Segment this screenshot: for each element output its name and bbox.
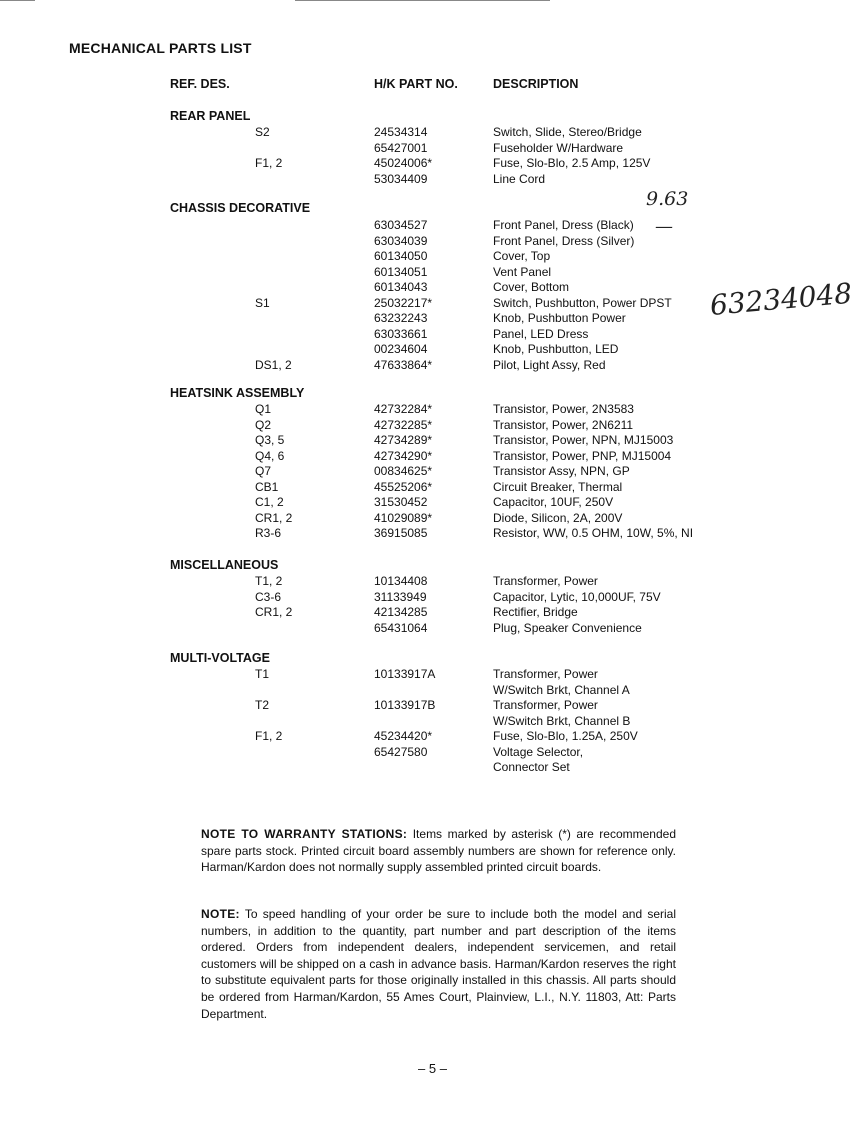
part-number: 65427580 (374, 744, 428, 759)
part-description: Transistor, Power, NPN, MJ15003 (493, 433, 674, 447)
section-heading: REAR PANEL (170, 109, 251, 123)
part-number: 65427001 (374, 140, 428, 155)
part-number: 42734290* (374, 448, 433, 463)
part-number: 42734289* (374, 433, 433, 447)
part-description: Transistor, Power, 2N3583 (493, 402, 634, 416)
part-description: Knob, Pushbutton, LED (493, 342, 619, 356)
part-number: 60134051 (374, 264, 428, 279)
handwritten-dash: — (655, 216, 673, 237)
page-number: – 5 – (418, 1061, 447, 1076)
part-number: 10133917A (374, 667, 436, 681)
part-number: 60134050 (374, 249, 428, 263)
part-number: 63034039 (374, 233, 428, 248)
parts-row (0, 233, 865, 249)
parts-row (0, 171, 865, 187)
parts-row (0, 155, 865, 171)
top-edge-line (295, 0, 550, 1)
warranty-note-text: Items marked by asterisk (*) are recommended spare parts stock. Printed circuit board assembly numbers are shown for reference only. Harman/Kardon does not normally supply assembled printed circuit boards. (201, 827, 677, 875)
part-number: 10133917B (374, 698, 436, 712)
ref-designator: Q3, 5 (255, 433, 285, 447)
parts-row (0, 573, 865, 589)
parts-row (0, 697, 865, 713)
parts-row (0, 589, 865, 605)
ref-designator: F1, 2 (255, 729, 283, 743)
part-number: 45234420* (374, 729, 433, 743)
ref-designator: T2 (255, 698, 270, 712)
section-heading: MISCELLANEOUS (170, 558, 279, 572)
parts-row (0, 510, 865, 526)
order-note-label: NOTE: (201, 907, 240, 921)
part-description: Plug, Speaker Convenience (493, 620, 642, 635)
part-number: 45024006* (374, 156, 433, 170)
ref-designator: CR1, 2 (255, 510, 293, 525)
ref-designator: C1, 2 (255, 495, 284, 509)
top-edge-line (0, 0, 35, 1)
ref-designator: T1 (255, 667, 270, 681)
part-description: Resistor, WW, 0.5 OHM, 10W, 5%, NI (493, 526, 694, 540)
parts-row (0, 620, 865, 636)
part-number: 00834625* (374, 464, 433, 478)
part-description: Transformer, Power (493, 574, 598, 588)
parts-row (0, 666, 865, 682)
part-number: 60134043 (374, 280, 428, 294)
parts-row (0, 401, 865, 417)
ref-designator: CR1, 2 (255, 605, 293, 619)
part-description: Transistor Assy, NPN, GP (493, 464, 630, 478)
parts-row (0, 604, 865, 620)
part-number: 10134408 (374, 574, 428, 588)
parts-row (0, 713, 865, 729)
column-header-desc: DESCRIPTION (493, 77, 579, 91)
parts-row (0, 525, 865, 541)
part-description: Cover, Top (493, 249, 551, 263)
part-description: Capacitor, 10UF, 250V (493, 495, 614, 509)
warranty-note (201, 826, 676, 876)
parts-row (0, 326, 865, 342)
part-description: Line Cord (493, 171, 546, 186)
part-number: 63232243 (374, 311, 428, 325)
column-header-ref: REF. DES. (170, 77, 230, 91)
parts-row (0, 124, 865, 140)
part-number: 36915085 (374, 526, 428, 540)
ref-designator: S2 (255, 125, 270, 139)
parts-row (0, 448, 865, 464)
order-note (201, 906, 676, 1022)
parts-row (0, 479, 865, 495)
part-description: Transformer, Power (493, 698, 598, 712)
parts-row (0, 682, 865, 698)
part-description: Diode, Silicon, 2A, 200V (493, 510, 623, 525)
part-number: 00234604 (374, 342, 428, 356)
ref-designator: F1, 2 (255, 156, 283, 170)
part-description: Panel, LED Dress (493, 326, 589, 341)
part-description: Fuse, Slo-Blo, 2.5 Amp, 125V (493, 156, 651, 170)
part-description: Switch, Slide, Stereo/Bridge (493, 125, 642, 139)
ref-designator: R3-6 (255, 526, 282, 540)
part-number: 53034409 (374, 171, 428, 186)
part-number: 31133949 (374, 589, 427, 604)
part-description: Transistor, Power, 2N6211 (493, 417, 634, 432)
part-description: Transistor, Power, PNP, MJ15004 (493, 448, 672, 463)
part-description: W/Switch Brkt, Channel A (493, 682, 630, 697)
ref-designator: C3-6 (255, 589, 282, 604)
part-description: W/Switch Brkt, Channel B (493, 713, 631, 728)
parts-row (0, 248, 865, 264)
part-description: Connector Set (493, 760, 570, 774)
parts-row (0, 357, 865, 373)
ref-designator: S1 (255, 295, 270, 310)
part-description: Transformer, Power (493, 667, 598, 681)
order-note-text: To speed handling of your order be sure to include both the model and serial numbers, in addition to the quantity, part number and part description of the items ordered. Orders from independent dealers, independent servicemen, and retail customers will be shipped on a cash in advance basis. Harman/Kardon reserves the right to substitute equivalent parts for those originally installed in this chassis. All parts should be ordered from Harman/Kardon, 55 Ames Court, Plainview, L.I., N.Y. 11803, Att: Parts Department. (201, 907, 676, 1021)
part-number: 65431064 (374, 620, 428, 635)
part-number: 31530452 (374, 495, 428, 509)
ref-designator: Q4, 6 (255, 448, 285, 463)
part-description: Pilot, Light Assy, Red (493, 357, 606, 372)
part-number: 41029089* (374, 510, 433, 525)
part-description: Cover, Bottom (493, 280, 570, 294)
part-description: Capacitor, Lytic, 10,000UF, 75V (493, 589, 661, 604)
section-heading: HEATSINK ASSEMBLY (170, 386, 305, 400)
parts-row (0, 417, 865, 433)
ref-designator: Q2 (255, 417, 272, 432)
part-description: Circuit Breaker, Thermal (493, 479, 623, 494)
parts-row (0, 140, 865, 156)
ref-designator: Q7 (255, 464, 272, 478)
part-description: Knob, Pushbutton Power (493, 311, 626, 325)
parts-row (0, 494, 865, 510)
part-number: 25032217* (374, 295, 433, 310)
parts-row (0, 744, 865, 760)
handwritten-part-number-note: 63234048 (708, 276, 854, 322)
parts-row (0, 463, 865, 479)
part-description: Front Panel, Dress (Black) (493, 218, 634, 232)
part-number: 42732284* (374, 402, 433, 416)
parts-row (0, 217, 865, 233)
parts-row (0, 264, 865, 280)
part-description: Fuse, Slo-Blo, 1.25A, 250V (493, 729, 638, 743)
warranty-note-label: NOTE TO WARRANTY STATIONS: (201, 827, 408, 841)
column-header-part: H/K PART NO. (374, 77, 458, 91)
part-description: Fuseholder W/Hardware (493, 140, 624, 155)
ref-designator: DS1, 2 (255, 357, 292, 372)
part-description: Voltage Selector, (493, 744, 584, 759)
section-heading: MULTI-VOLTAGE (170, 651, 270, 665)
part-description: Front Panel, Dress (Silver) (493, 233, 635, 248)
handwritten-price-note: 9.63 (646, 188, 689, 210)
part-number: 63033661 (374, 326, 428, 341)
page-title: MECHANICAL PARTS LIST (69, 40, 252, 56)
parts-row (0, 759, 865, 775)
parts-row (0, 728, 865, 744)
part-number: 47633864* (374, 357, 433, 372)
ref-designator: CB1 (255, 479, 279, 494)
part-number: 42134285 (374, 605, 428, 619)
section-heading: CHASSIS DECORATIVE (170, 201, 311, 215)
part-number: 63034527 (374, 218, 428, 232)
part-description: Switch, Pushbutton, Power DPST (493, 295, 672, 310)
part-number: 24534314 (374, 125, 428, 139)
part-description: Rectifier, Bridge (493, 605, 578, 619)
parts-row (0, 341, 865, 357)
part-number: 45525206* (374, 479, 433, 494)
parts-row (0, 432, 865, 448)
ref-designator: Q1 (255, 402, 272, 416)
part-number: 42732285* (374, 417, 433, 432)
ref-designator: T1, 2 (255, 574, 283, 588)
part-description: Vent Panel (493, 264, 552, 279)
